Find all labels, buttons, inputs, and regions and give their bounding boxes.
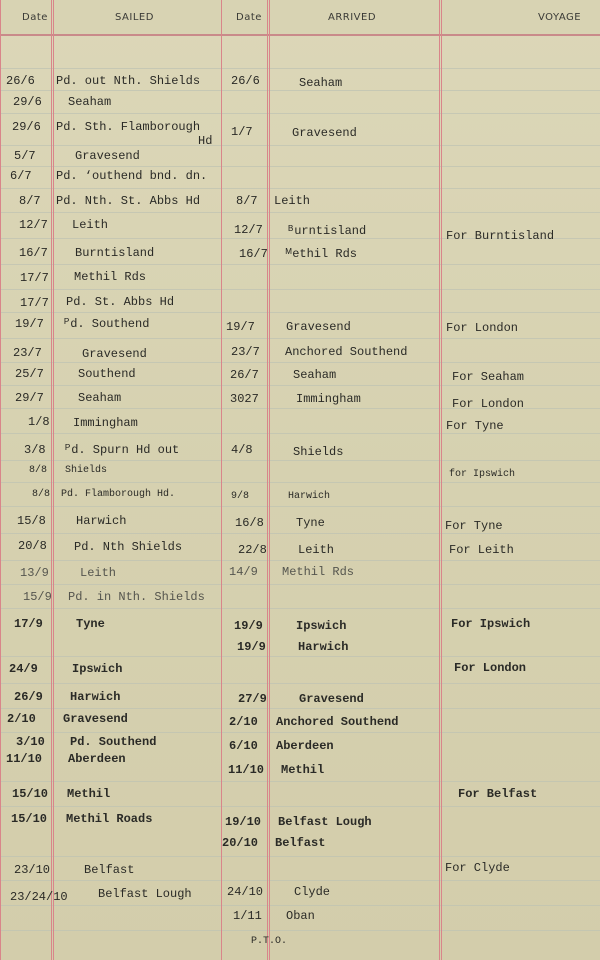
rule-line [0, 113, 600, 114]
rule-line [0, 188, 600, 189]
sailed-place: Ipswich [72, 662, 123, 676]
header-date-sailed: Date [22, 12, 48, 23]
rule-line [0, 905, 600, 906]
arrived-place: Ipswich [296, 619, 347, 633]
rule-line [0, 806, 600, 807]
arrived-place: Seaham [293, 368, 337, 382]
sailed-date: 8/8 [29, 465, 48, 476]
rule-line [0, 506, 600, 507]
rule-line [0, 856, 600, 857]
arrived-date: 4/8 [231, 443, 253, 457]
voyage-note: For London [446, 321, 519, 335]
sailed-place: Methil [67, 787, 111, 801]
sailed-date: 20/8 [18, 539, 47, 553]
arrived-date: 1/11 [233, 909, 262, 923]
arrived-date: 14/9 [229, 565, 258, 579]
column-rule [0, 0, 1, 960]
sailed-place: Pd. Nth. St. Abbs Hd [56, 194, 201, 208]
column-rule [267, 0, 270, 960]
rule-line [0, 166, 600, 167]
sailed-place: Gravesend [82, 347, 147, 361]
sailed-date: 5/7 [14, 149, 36, 163]
sailed-place: Methil Rds [74, 270, 147, 284]
sailed-place: Belfast [84, 863, 135, 877]
rule-line [0, 362, 600, 363]
arrived-date: 27/9 [238, 692, 267, 706]
sailed-date: 2/10 [7, 712, 36, 726]
arrived-place: Harwich [298, 640, 349, 654]
rule-line [0, 482, 600, 483]
arrived-date: 23/7 [231, 345, 260, 359]
sailed-place: Leith [72, 218, 109, 232]
sailed-date: 6/7 [10, 169, 32, 183]
arrived-place: Anchored Southend [285, 345, 408, 359]
sailed-date: 29/6 [13, 95, 42, 109]
voyage-note: for Ipswich [449, 469, 516, 480]
sailed-date: 23/7 [13, 346, 42, 360]
sailed-date: 15/10 [11, 812, 48, 826]
sailed-date: 8/7 [19, 194, 41, 208]
rule-line [0, 533, 600, 534]
sailed-date: 26/9 [14, 690, 43, 704]
arrived-date: 19/10 [225, 815, 262, 829]
voyage-note: For Tyne [445, 519, 503, 533]
rule-line [0, 289, 600, 290]
arrived-date: 22/8 [238, 543, 267, 557]
sailed-place: Pd. Flamborough Hd. [61, 489, 176, 500]
rule-line [0, 732, 600, 733]
voyage-note: For Belfast [458, 787, 538, 801]
sailed-place: Pd. Nth Shields [74, 540, 183, 554]
rule-line [0, 683, 600, 684]
sailed-place: Belfast Lough [98, 887, 192, 901]
sailed-place: Burntisland [75, 246, 155, 260]
rule-line [0, 433, 600, 434]
sailed-place: Seaham [78, 391, 122, 405]
sailed-date: 29/7 [15, 391, 44, 405]
rule-line [0, 385, 600, 386]
voyage-note: For London [454, 661, 527, 675]
sailed-place: Harwich [76, 514, 127, 528]
sailed-date: 23/24/10 [10, 890, 68, 904]
arrived-place: Belfast Lough [278, 815, 372, 829]
sailed-date: 17/9 [14, 617, 43, 631]
sailed-place: Southend [78, 367, 136, 381]
sailed-place: Pd. ‘outhend bnd. dn. [56, 169, 208, 183]
rule-line [0, 145, 600, 146]
rule-line [0, 930, 600, 931]
arrived-date: 19/9 [237, 640, 266, 654]
arrived-place: ᴹethil Rds [285, 247, 358, 261]
rule-line [0, 781, 600, 782]
sailed-place: Pd. Sth. Flamborough [56, 120, 201, 134]
voyage-note: For Leith [449, 543, 514, 557]
sailed-date: 3/8 [24, 443, 46, 457]
rule-line [0, 708, 600, 709]
rule-line [0, 608, 600, 609]
arrived-place: Clyde [294, 885, 331, 899]
rule-line [0, 584, 600, 585]
arrived-place: Belfast [275, 836, 326, 850]
sailed-place: Gravesend [63, 712, 128, 726]
sailed-date: 26/6 [6, 74, 35, 88]
sailed-place: Pd. in Nth. Shields [68, 590, 205, 604]
rule-line [0, 880, 600, 881]
voyage-note: For Tyne [446, 419, 504, 433]
header-arrived: ARRIVED [328, 12, 377, 23]
sailed-date: 15/8 [17, 514, 46, 528]
sailed-place: Pd. out Nth. Shields [56, 74, 201, 88]
voyage-note: For Ipswich [451, 617, 531, 631]
sailed-date: 15/10 [12, 787, 49, 801]
arrived-date: 12/7 [234, 223, 263, 237]
arrived-date: 26/6 [231, 74, 260, 88]
sailed-place: ᴾd. Southend [63, 317, 150, 331]
arrived-place: Seaham [299, 76, 343, 90]
sailed-date: 23/10 [14, 863, 51, 877]
arrived-date: 16/7 [239, 247, 268, 261]
arrived-date: 6/10 [229, 739, 258, 753]
arrived-place: Methil Rds [282, 565, 355, 579]
sailed-date: 13/9 [20, 566, 49, 580]
arrived-place: Tyne [296, 516, 325, 530]
arrived-date: 3027 [230, 392, 259, 406]
sailed-place: Pd. Southend [70, 735, 157, 749]
arrived-place: Aberdeen [276, 739, 334, 753]
column-rule [51, 0, 54, 960]
rule-line [0, 312, 600, 313]
voyage-note: For Burntisland [446, 229, 555, 243]
sailed-date: 17/7 [20, 296, 49, 310]
sailed-date: 3/10 [16, 735, 45, 749]
header-date-arrived: Date [236, 12, 262, 23]
sailed-place: Immingham [73, 416, 138, 430]
arrived-date: 9/8 [231, 491, 250, 502]
sailed-place: Gravesend [75, 149, 140, 163]
arrived-date: 20/10 [222, 836, 259, 850]
page-footer-pto: P.T.O. [251, 936, 288, 947]
rule-line [0, 656, 600, 657]
rule-line [0, 90, 600, 91]
voyage-note: For Seaham [452, 370, 525, 384]
sailed-place: Methil Roads [66, 812, 153, 826]
table-header [0, 0, 600, 36]
arrived-date: 19/7 [226, 320, 255, 334]
arrived-place: Methil [281, 763, 325, 777]
sailed-place: Leith [80, 566, 117, 580]
sailed-place: ᴾd. Spurn Hd out [64, 443, 180, 457]
sailed-date: 24/9 [9, 662, 38, 676]
arrived-place: Oban [286, 909, 315, 923]
rule-line [0, 560, 600, 561]
rule-line [0, 68, 600, 69]
rule-line [0, 338, 600, 339]
arrived-place: Gravesend [286, 320, 351, 334]
sailed-place: Shields [65, 465, 108, 476]
arrived-place: Shields [293, 445, 344, 459]
arrived-date: 11/10 [228, 763, 265, 777]
voyage-note: For London [452, 397, 525, 411]
sailed-place: Harwich [70, 690, 121, 704]
arrived-place: Immingham [296, 392, 361, 406]
sailed-date: 11/10 [6, 752, 43, 766]
rule-line [0, 264, 600, 265]
arrived-place: Gravesend [292, 126, 357, 140]
arrived-place: ᴮurntisland [287, 224, 367, 238]
sailed-date: 25/7 [15, 367, 44, 381]
arrived-place: Anchored Southend [276, 715, 399, 729]
sailed-date: 29/6 [12, 120, 41, 134]
arrived-place: Leith [274, 194, 311, 208]
arrived-date: 2/10 [229, 715, 258, 729]
sailed-place: Tyne [76, 617, 105, 631]
arrived-date: 24/10 [227, 885, 264, 899]
rule-line [0, 460, 600, 461]
sailed-date: 12/7 [19, 218, 48, 232]
header-sailed: SAILED [115, 12, 154, 23]
sailed-place: Pd. St. Abbs Hd [66, 295, 175, 309]
arrived-place: Gravesend [299, 692, 364, 706]
arrived-date: 26/7 [230, 368, 259, 382]
sailed-place: Seaham [68, 95, 112, 109]
header-voyage: VOYAGE [538, 12, 582, 23]
voyage-note: For Clyde [445, 861, 510, 875]
sailed-date: 16/7 [19, 246, 48, 260]
sailed-date: 19/7 [15, 317, 44, 331]
arrived-date: 8/7 [236, 194, 258, 208]
column-rule [221, 0, 222, 960]
arrived-date: 16/8 [235, 516, 264, 530]
arrived-place: Harwich [288, 491, 331, 502]
arrived-date: 19/9 [234, 619, 263, 633]
column-rule [439, 0, 442, 960]
sailed-date: 1/8 [28, 415, 50, 429]
sailed-date: 8/8 [32, 489, 51, 500]
sailed-date: 15/9 [23, 590, 52, 604]
sailed-date: 17/7 [20, 271, 49, 285]
rule-line [0, 212, 600, 213]
arrived-date: 1/7 [231, 125, 253, 139]
arrived-place: Leith [298, 543, 335, 557]
sailed-place: Aberdeen [68, 752, 126, 766]
sailed-place-cont: Hd [198, 134, 213, 148]
